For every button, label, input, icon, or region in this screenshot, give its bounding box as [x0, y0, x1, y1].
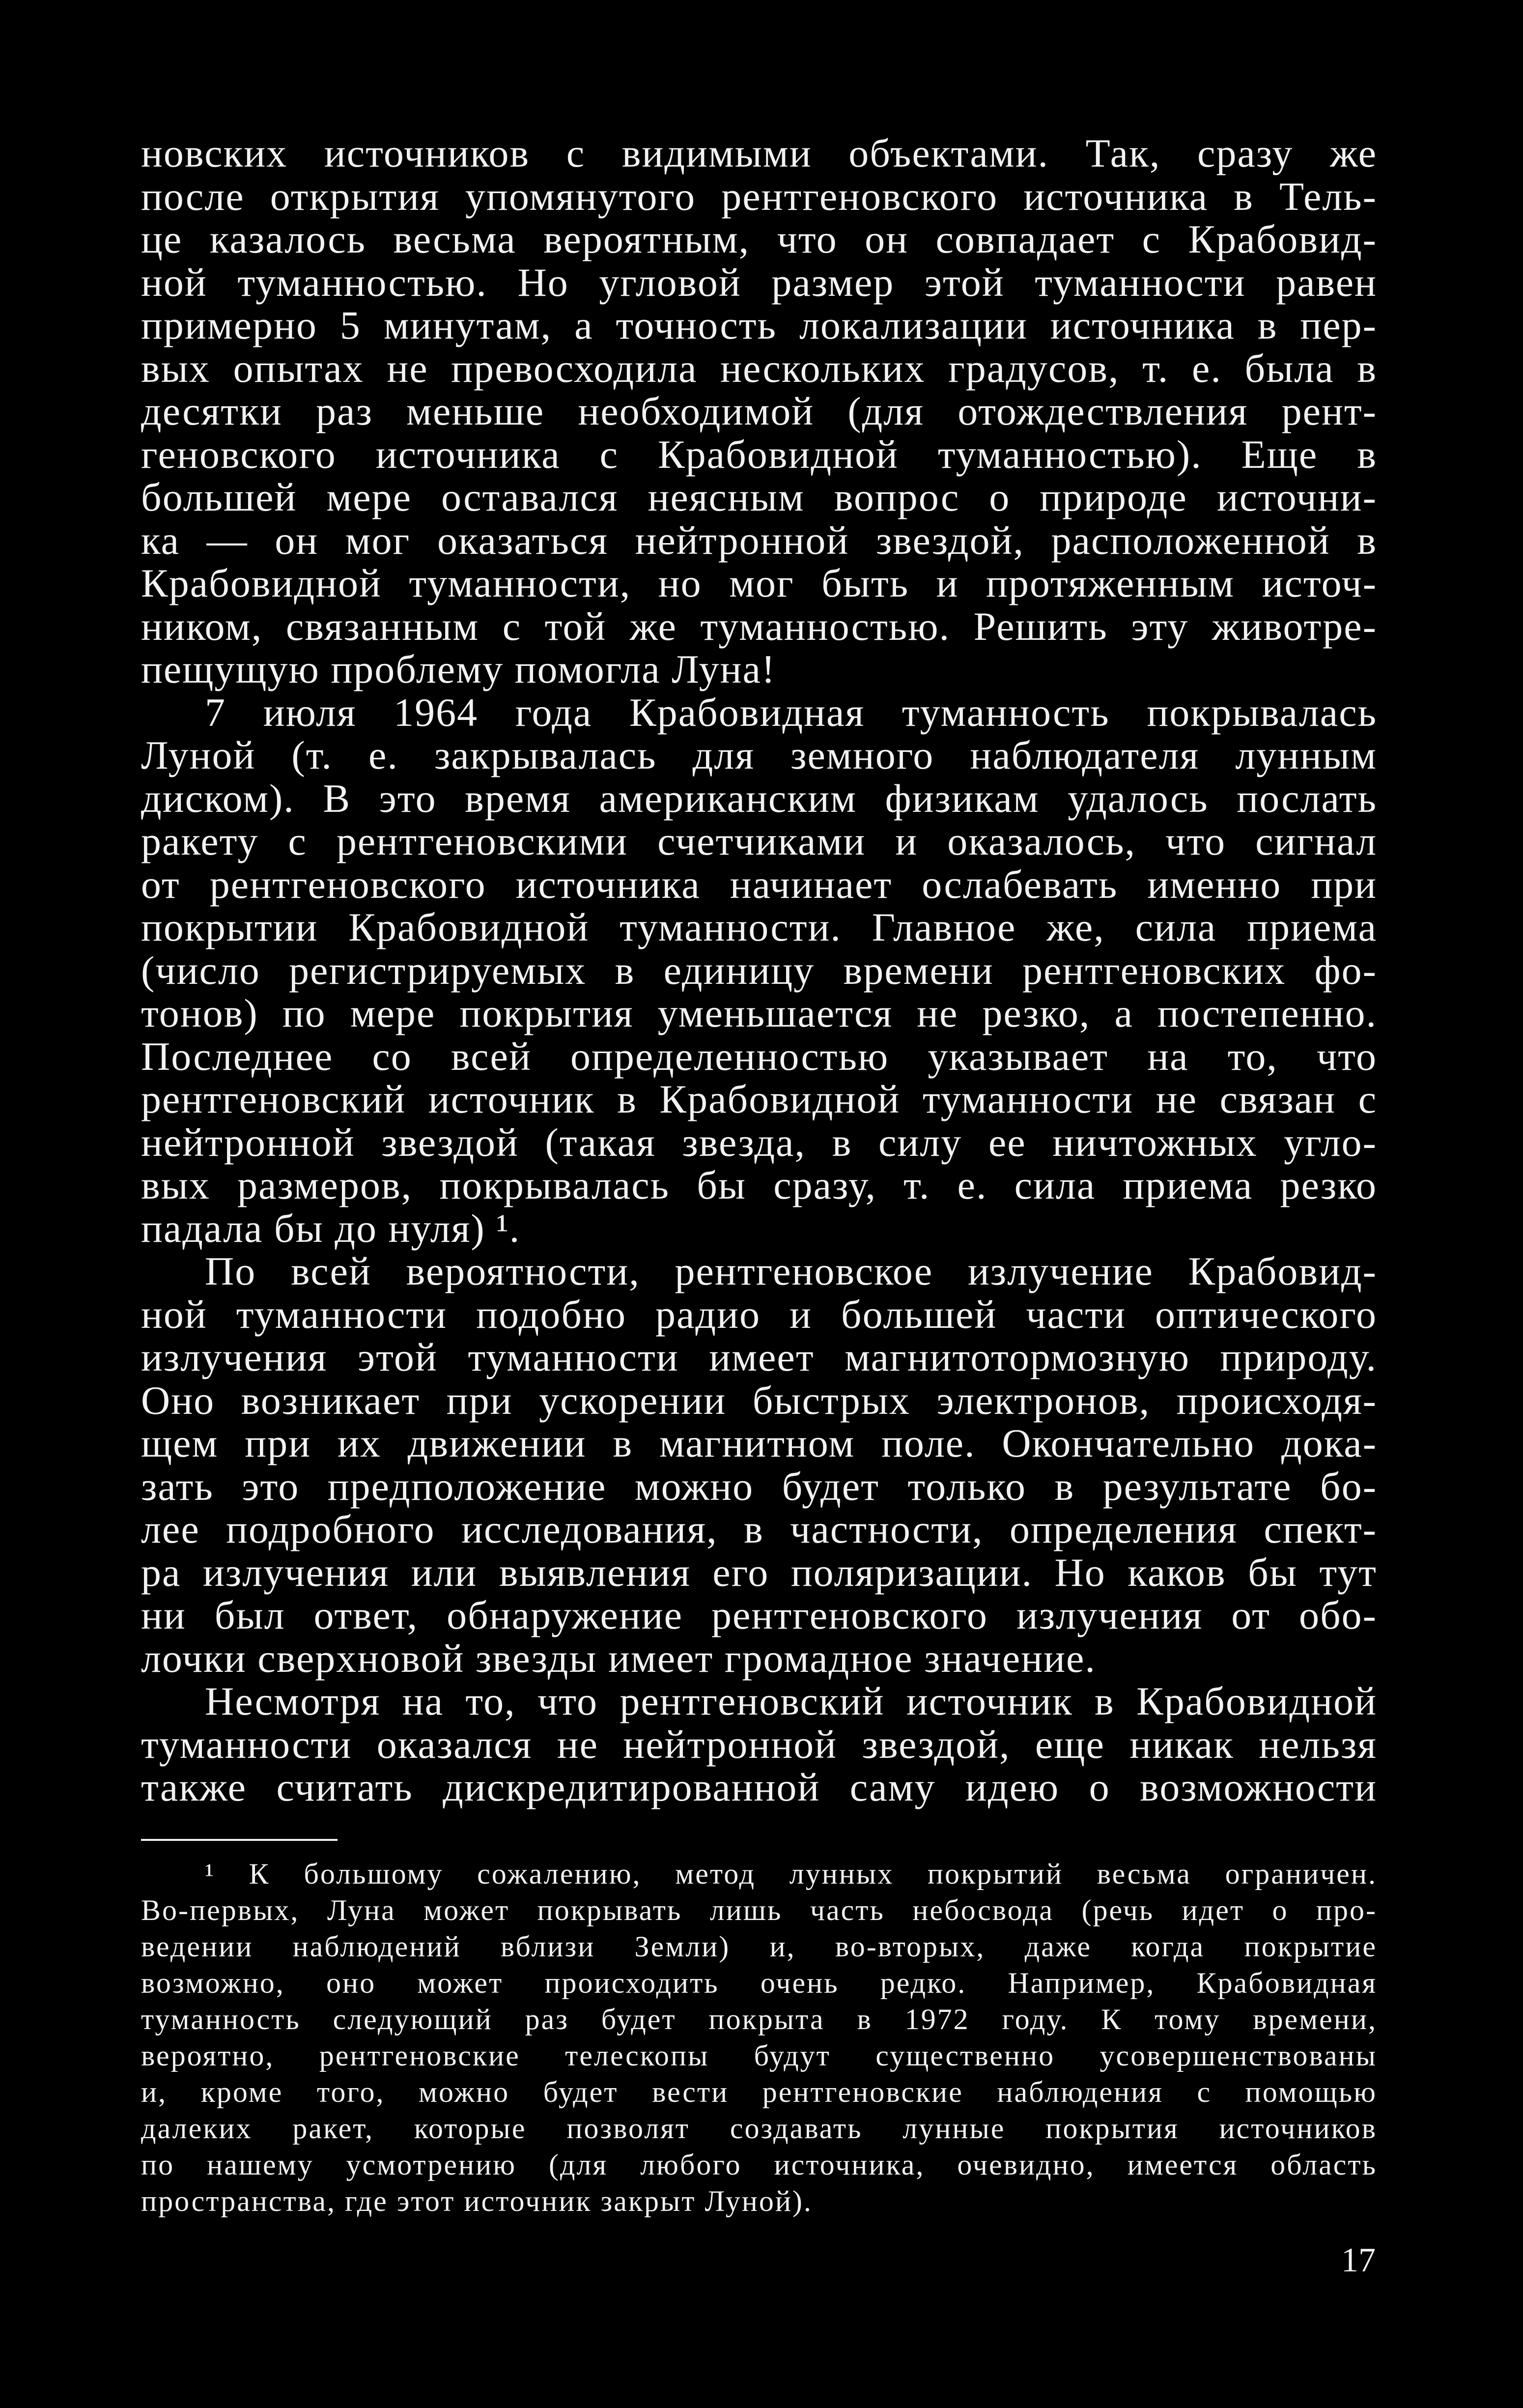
footnote: [141, 1856, 1377, 2219]
text-line: примерно 5 минутам, а точность локализации источника в пер-: [141, 303, 1377, 347]
main-text: [141, 132, 1377, 1809]
footnote-line: и, кроме того, можно будет вести рентгеновские наблюдения с помощью: [141, 2076, 1377, 2108]
footnote-line: туманность следующий раз будет покрыта в 1972 году. К тому времени,: [141, 2003, 1377, 2035]
text-line: туманности оказался не нейтронной звездой, еще никак нельзя: [141, 1721, 1377, 1767]
text-line: после открытия упомянутого рентгеновского источника в Тель-: [141, 173, 1377, 219]
text-line: ра излучения или выявления его поляризации. Но каков бы тут: [141, 1549, 1377, 1595]
text-line: Крабовидной туманности, но мог быть и протяженным источ-: [141, 561, 1377, 605]
text-line: большей мере оставался неясным вопрос о природе источни-: [141, 475, 1377, 519]
text-line: от рентгеновского источника начинает ослабевать именно при: [141, 861, 1377, 907]
text-line: покрытии Крабовидной туманности. Главное же, сила приема: [141, 905, 1377, 949]
text-line: ником, связанным с той же туманностью. Решить эту животре-: [141, 603, 1377, 649]
footnote-line: пространства, где этот источник закрыт Луной).: [141, 2185, 813, 2217]
text-line: также считать дискредитированной саму идею о возможности: [141, 1765, 1377, 1809]
text-line: диском). В это время американским физикам удалось послать: [141, 775, 1377, 821]
text-line: ракету с рентгеновскими счетчиками и оказалось, что сигнал: [141, 819, 1377, 863]
footnote-line: по нашему усмотрению (для любого источника, очевидно, имеется область: [141, 2149, 1377, 2181]
text-line: зать это предположение можно будет только в результате бо-: [141, 1463, 1377, 1509]
text-line: Последнее со всей определенностью указывает на то, что: [141, 1033, 1377, 1079]
text-line: геновского источника с Крабовидной туманностью). Еще в: [141, 431, 1377, 477]
text-line: (число регистрируемых в единицу времени рентгеновских фо-: [141, 947, 1377, 993]
text-line: вых опытах не превосходила нескольких градусов, т. е. была в: [141, 345, 1377, 391]
text-line: пещущую проблему помогла Луна!: [141, 647, 776, 691]
text-line: новских источников с видимыми объектами. Так, сразу же: [141, 131, 1377, 175]
text-line: ни был ответ, обнаружение рентгеновского излучения от обо-: [141, 1593, 1377, 1637]
text-line: рентгеновский источник в Крабовидной туманности не связан с: [141, 1077, 1377, 1121]
text-line: падала бы до нуля) ¹.: [141, 1205, 521, 1251]
text-line: десятки раз меньше необходимой (для отождествления рент-: [141, 389, 1377, 433]
footnote-line: ведении наблюдений вблизи Земли) и, во-вторых, даже когда покрытие: [141, 1930, 1377, 1963]
text-line: Луной (т. е. закрывалась для земного наблюдателя лунным: [141, 733, 1377, 777]
text-line: тонов) по мере покрытия уменьшается не резко, а постепенно.: [141, 991, 1377, 1035]
footnote-line: далеких ракет, которые позволят создавать лунные покрытия источников: [141, 2112, 1377, 2145]
text-line: ной туманностью. Но угловой размер этой туманности равен: [141, 259, 1377, 305]
text-line: лее подробного исследования, в частности, определения спект-: [141, 1507, 1377, 1551]
footnote-line: вероятно, рентгеновские телескопы будут существенно усовершенствованы: [141, 2039, 1377, 2072]
page-number: 17: [1341, 2241, 1376, 2279]
text-line: лочки сверхновой звезды имеет громадное значение.: [141, 1635, 1096, 1681]
text-line: щем при их движении в магнитном поле. Окончательно дока-: [141, 1421, 1377, 1465]
text-line: 7 июля 1964 года Крабовидная туманность покрывалась: [205, 689, 1377, 735]
text-line: Оно возникает при ускорении быстрых электронов, происходя-: [141, 1377, 1377, 1423]
text-line: нейтронной звездой (такая звезда, в силу ее ничтожных угло-: [141, 1119, 1377, 1165]
text-line: ка — он мог оказаться нейтронной звездой, расположенной в: [141, 517, 1377, 563]
footnote-line: Во-первых, Луна может покрывать лишь часть небосвода (речь идет о про-: [141, 1894, 1377, 1926]
footnote-line: возможно, оно может происходить очень редко. Например, Крабовидная: [141, 1967, 1377, 1999]
text-line: Несмотря на то, что рентгеновский источник в Крабовидной: [205, 1679, 1377, 1723]
text-line: ной туманности подобно радио и большей части оптического: [141, 1291, 1377, 1337]
footnote-line: ¹ К большому сожалению, метод лунных покрытий весьма ограничен.: [205, 1858, 1377, 1890]
text-line: По всей вероятности, рентгеновское излучение Крабовид-: [205, 1249, 1377, 1293]
text-line: излучения этой туманности имеет магнитотормозную природу.: [141, 1335, 1377, 1379]
footnote-divider: [141, 1839, 338, 1841]
text-line: вых размеров, покрывалась бы сразу, т. е. сила приема резко: [141, 1163, 1377, 1207]
text-line: це казалось весьма вероятным, что он совпадает с Крабовид-: [141, 217, 1377, 261]
